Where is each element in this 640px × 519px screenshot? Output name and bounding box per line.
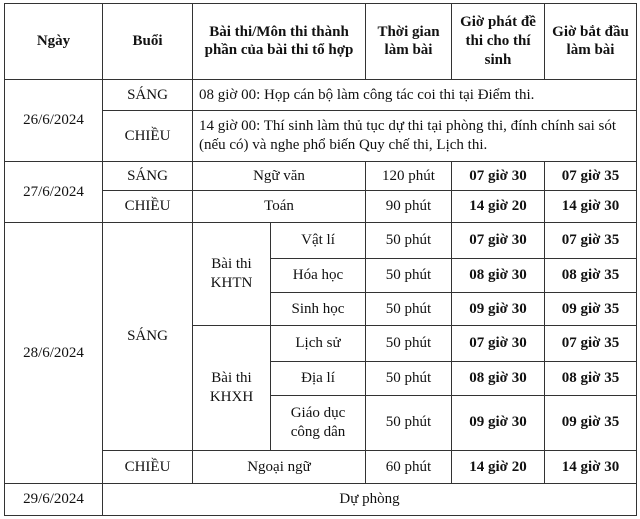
session-cell: CHIỀU — [103, 450, 193, 484]
note-cell: 14 giờ 00: Thí sinh làm thủ tục dự thi tại phòng thi, đính chính sai sót (nếu có) và nghe phổ biến Quy chế thi, Lịch thi. — [193, 111, 637, 162]
start-cell: 07 giờ 35 — [545, 326, 637, 362]
table-row — [5, 484, 637, 516]
subject-cell: Địa lí — [271, 362, 366, 396]
table-row — [5, 79, 637, 111]
subject-cell: Giáo dục công dân — [271, 395, 366, 450]
day-cell: 29/6/2024 — [5, 484, 103, 516]
hand-out-cell: 07 giờ 30 — [452, 223, 545, 259]
day-cell: 28/6/2024 — [5, 223, 103, 484]
duration-cell: 50 phút — [366, 326, 452, 362]
subject-cell: Vật lí — [271, 223, 366, 259]
start-cell: 07 giờ 35 — [545, 223, 637, 259]
duration-cell: 50 phút — [366, 362, 452, 396]
start-cell: 09 giờ 35 — [545, 292, 637, 326]
session-cell: SÁNG — [103, 162, 193, 191]
hand-out-cell: 14 giờ 20 — [452, 450, 545, 484]
header-session: Buổi — [103, 4, 193, 80]
hand-out-cell: 09 giờ 30 — [452, 292, 545, 326]
start-cell: 09 giờ 35 — [545, 395, 637, 450]
header-hand-out: Giờ phát đề thi cho thí sinh — [452, 4, 545, 80]
day-cell: 27/6/2024 — [5, 162, 103, 223]
subject-cell: Sinh học — [271, 292, 366, 326]
header-duration: Thời gian làm bài — [366, 4, 452, 80]
group-cell: Bài thi KHXH — [193, 326, 271, 450]
note-cell: Dự phòng — [103, 484, 637, 516]
start-cell: 14 giờ 30 — [545, 191, 637, 223]
session-cell: CHIỀU — [103, 111, 193, 162]
session-cell: SÁNG — [103, 79, 193, 111]
duration-cell: 90 phút — [366, 191, 452, 223]
subject-cell: Ngữ văn — [193, 162, 366, 191]
duration-cell: 50 phút — [366, 395, 452, 450]
header-start: Giờ bắt đầu làm bài — [545, 4, 637, 80]
subject-cell: Toán — [193, 191, 366, 223]
hand-out-cell: 07 giờ 30 — [452, 326, 545, 362]
subject-cell: Ngoại ngữ — [193, 450, 366, 484]
hand-out-cell: 14 giờ 20 — [452, 191, 545, 223]
duration-cell: 50 phút — [366, 223, 452, 259]
start-cell: 08 giờ 35 — [545, 258, 637, 292]
exam-schedule-table — [4, 3, 637, 516]
start-cell: 07 giờ 35 — [545, 162, 637, 191]
day-cell: 26/6/2024 — [5, 79, 103, 161]
start-cell: 14 giờ 30 — [545, 450, 637, 484]
header-day: Ngày — [5, 4, 103, 80]
duration-cell: 50 phút — [366, 292, 452, 326]
group-cell: Bài thi KHTN — [193, 223, 271, 326]
hand-out-cell: 08 giờ 30 — [452, 258, 545, 292]
note-cell: 08 giờ 00: Họp cán bộ làm công tác coi thi tại Điểm thi. — [193, 79, 637, 111]
table-row — [5, 162, 637, 191]
subject-cell: Lịch sử — [271, 326, 366, 362]
subject-cell: Hóa học — [271, 258, 366, 292]
hand-out-cell: 08 giờ 30 — [452, 362, 545, 396]
header-subject: Bài thi/Môn thi thành phần của bài thi tổ hợp — [193, 4, 366, 80]
table-row — [5, 223, 637, 259]
hand-out-cell: 09 giờ 30 — [452, 395, 545, 450]
session-cell: SÁNG — [103, 223, 193, 451]
header-row — [5, 4, 637, 80]
start-cell: 08 giờ 35 — [545, 362, 637, 396]
duration-cell: 120 phút — [366, 162, 452, 191]
session-cell: CHIỀU — [103, 191, 193, 223]
duration-cell: 60 phút — [366, 450, 452, 484]
duration-cell: 50 phút — [366, 258, 452, 292]
hand-out-cell: 07 giờ 30 — [452, 162, 545, 191]
